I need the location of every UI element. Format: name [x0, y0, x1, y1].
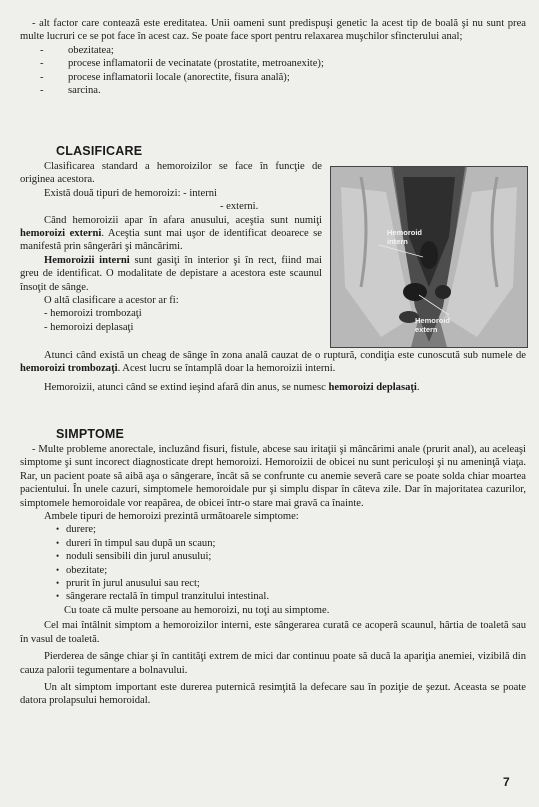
hemorrhoid-anatomy-figure [330, 166, 528, 348]
paragraph: O altă clasificare a acestor ar fi: [44, 295, 179, 307]
paragraph: - externi. [220, 201, 259, 213]
paragraph: Hemoroizii interni sunt gasiţi în interior şi în rect, fiind mai greu de identificat. O modalitate de depistare a acestora este scaunul însoţit de sânge. [20, 254, 323, 293]
paragraph: Cu toate că multe persoane au hemoroizi, nu toţi au simptome. [64, 604, 330, 616]
list-item: • prurit în jurul anusului sau rect; [20, 577, 526, 590]
intro-paragraph: - alt factor care contează este ereditatea. Unii oameni sunt predispuşi genetic la acest tip de boală şi nu sunt prea multe lucruri ce se pot face în acest caz. Se poate face sport pentru relaxarea muşchilor sfincterului anal; [20, 18, 526, 43]
page-number: 7 [503, 775, 510, 789]
label-internal-hemorrhoid: Hemoroid intern [387, 228, 423, 246]
list-item: - sarcina. [20, 84, 526, 97]
factor-list [20, 44, 526, 98]
list-item: - procese inflamatorii de vecinatate (prostatite, metroanexite); [20, 57, 526, 70]
list-item: - procese inflamatorii locale (anorectite, fisura anală); [20, 71, 526, 84]
clasificare-text-full [20, 349, 526, 394]
section-heading-clasificare: CLASIFICARE [56, 144, 143, 158]
list-item: • noduli sensibili din jurul anusului; [20, 550, 526, 563]
list-item: • sângerare rectală în timpul tranzitului intestinal. [20, 590, 526, 603]
list-item: • dureri în timpul sau după un scaun; [20, 537, 526, 550]
paragraph: Cel mai întâlnit simptom a hemoroizilor interni, este sângerarea curată ce acoperă scaunul, hârtia de toaletă sau în vasul de toaletă. [20, 620, 526, 645]
label-external-hemorrhoid: Hemoroid extern [415, 316, 451, 334]
clasificare-text [20, 160, 322, 334]
paragraph: Un alt simptom important este durerea puternică resimţită la defecare sau în poziţie de şezut. Aceasta se poate datora prolapsului hemoroidal. [20, 681, 526, 707]
paragraph: Există două tipuri de hemoroizi: - interni [44, 187, 217, 199]
list-item: • durere; [20, 523, 526, 536]
section-heading-simptome: SIMPTOME [56, 427, 125, 441]
paragraph: - hemoroizi deplasaţi [44, 321, 134, 333]
paragraph: Hemoroizii, atunci când se extind ieşind afară din anus, se numesc hemoroizi deplasaţi. [44, 381, 420, 393]
paragraph: Pierderea de sânge chiar şi în cantităţi extrem de mici dar continuu poate să ducă la apariţia anemiei, vizibilă din cauza palorii tegumentare a bolnavului. [20, 651, 526, 676]
intro-section [20, 17, 526, 97]
paragraph: - Multe probleme anorectale, incluzând fisuri, fistule, abcese sau iritaţii şi mâncărimi anale (prurit anal), au aceleaşi simptome şi sunt incorect diagnosticate drept hemoroizi. Hemoroizii de obicei nu sunt periculoşi şi nu ameninţă viaţa. Rar, un pacient poate să aibă aşa o sângerare, încât să se confrunte cu anemie severă care se poate solda chiar moartea pacientului. În unele cazuri, simptomele hemoroidale pur şi simplu dispar în câteva zile. Dar în majoritatea cazurilor, simptomele hemoroidale vor reapărea, de obicei într-o stare mai gravă ca înainte. [20, 444, 526, 509]
symptom-list [20, 523, 526, 603]
paragraph: Clasificarea standard a hemoroizilor se face în funcţie de originea acestora. [20, 161, 322, 186]
simptome-section [20, 443, 526, 708]
paragraph: Ambele tipuri de hemoroizi prezintă următoarele simptome: [44, 511, 299, 523]
paragraph: - hemoroizi trombozaţi [44, 308, 142, 320]
paragraph: Atunci când există un cheag de sânge în zona anală cauzat de o ruptură, condiţia este cunoscută sub numele de hemoroizi trombozaţi. Acest lucru se întamplă doar la hemoroizii interni. [20, 350, 526, 375]
paragraph: Când hemoroizii apar în afara anusului, aceştia sunt numiţi hemoroizi externi. Aceştia sunt mai uşor de identificat deoarece se manifestă prin sângerări şi mâncărimi. [20, 214, 322, 253]
list-item: - obezitatea; [20, 44, 526, 57]
list-item: • obezitate; [20, 564, 526, 577]
